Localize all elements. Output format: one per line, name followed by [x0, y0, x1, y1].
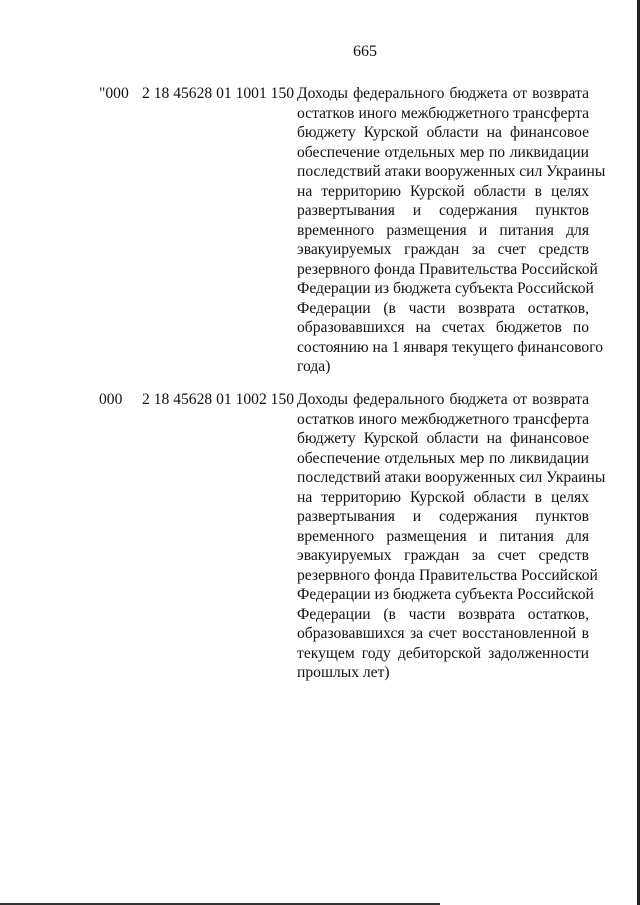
description-line: Федерации (в части возврата остатков,: [297, 299, 589, 317]
description-line: образовавшихся на счетах бюджетов по: [297, 319, 589, 336]
description-line: Федерации из бюджета субъекта Российской: [297, 280, 594, 297]
description-line: остатков иного межбюджетного трансферта: [297, 104, 589, 122]
description-line: бюджету Курской области на финансовое: [297, 430, 589, 447]
description-line: на территорию Курской области в целях: [297, 182, 589, 200]
entry-description: [297, 390, 606, 683]
description-line: резервного фонда Правительства Российской: [297, 566, 598, 584]
code-prefix: 000: [99, 391, 123, 408]
description-line: временного размещения и питания для: [297, 527, 589, 545]
description-line: последствий атаки вооруженных сил Украины: [297, 469, 606, 486]
code-prefix: "000: [99, 85, 129, 102]
description-line: прошлых лет): [297, 664, 390, 681]
description-line: текущем году дебиторской задолженности: [297, 644, 589, 662]
description-line: образовавшихся за счет восстановленной в: [297, 625, 589, 642]
description-line: обеспечение отдельных мер по ликвидации: [297, 143, 589, 161]
description-line: Доходы федерального бюджета от возврата: [297, 85, 589, 102]
code-number: 2 18 45628 01 1002 150: [142, 391, 295, 408]
description-line: года): [297, 358, 331, 375]
budget-classification-code: [99, 390, 294, 410]
description-line: эвакуируемых граждан за счет средств: [297, 241, 589, 258]
description-line: остатков иного межбюджетного трансферта: [297, 410, 589, 428]
entry-description: [297, 84, 606, 377]
description-line: резервного фонда Правительства Российской: [297, 260, 598, 278]
description-line: эвакуируемых граждан за счет средств: [297, 547, 589, 564]
description-line: Доходы федерального бюджета от возврата: [297, 391, 589, 408]
description-line: состоянию на 1 января текущего финансового: [297, 338, 604, 356]
description-line: Федерации из бюджета субъекта Российской: [297, 586, 594, 603]
code-number: 2 18 45628 01 1001 150: [142, 85, 295, 102]
description-line: временного размещения и питания для: [297, 221, 589, 239]
budget-classification-code: [99, 84, 294, 104]
description-line: на территорию Курской области в целях: [297, 488, 589, 506]
page-number: 665: [353, 43, 377, 60]
description-line: развертывания и содержания пунктов: [297, 508, 589, 525]
description-line: развертывания и содержания пунктов: [297, 202, 589, 219]
description-line: последствий атаки вооруженных сил Украины: [297, 163, 606, 180]
description-line: обеспечение отдельных мер по ликвидации: [297, 449, 589, 467]
description-line: бюджету Курской области на финансовое: [297, 124, 589, 141]
description-line: Федерации (в части возврата остатков,: [297, 605, 589, 623]
